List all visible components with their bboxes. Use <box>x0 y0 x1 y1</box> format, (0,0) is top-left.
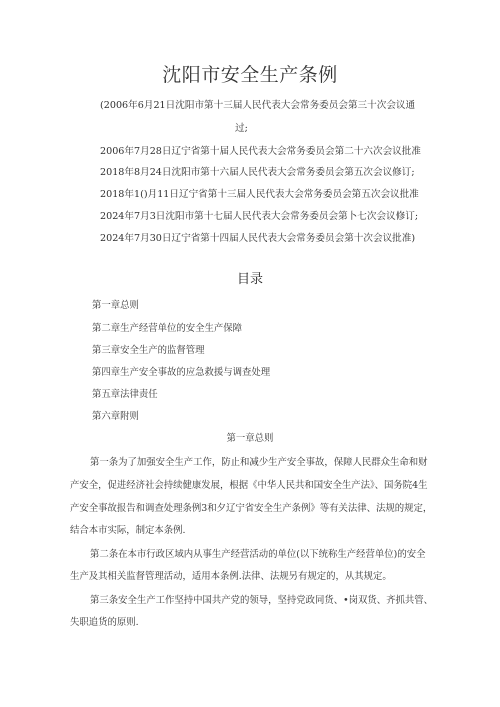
article-1-line: 产安全事故报告和调查处理条例3和夕辽宁省安全生产条例》等有关法律、法规的规定， <box>70 503 433 514</box>
article-1-line: 结合本市实际，制定本条例. <box>70 525 186 536</box>
toc-item: 第四章生产安全事故的应急救援与调查处理 <box>92 367 271 378</box>
history-line: 2024年7月3日沈阳市第十七届人民代表大会常务委员会第卜七次会议修订; <box>100 211 419 222</box>
article-3-line: 失职追货的原则. <box>70 617 139 628</box>
article-2-line: 第二条在本市行政区域内从事生产经营活动的单位(以下统称生产经营单位)的安全 <box>90 549 426 560</box>
history-line: 2018年1()月11日辽宁省第十三届人民代表大会常务委员会第五次会议批准 <box>100 189 419 200</box>
article-3-line: 第三条安全生产工作坚持中国共产党的领导，坚持党政同货、•岗双货、齐抓共管、 <box>90 595 434 606</box>
toc-heading: 目录 <box>236 272 263 287</box>
article-2-line: 生产及其相关监督管理活动，适用本条例.法律、法规另有规定的，从其规定。 <box>70 571 392 582</box>
history-line: 过; <box>235 123 248 134</box>
history-line: 2024年7月30日辽宁省第十四届人民代表大会常务委员会第十次会议批准) <box>100 233 416 244</box>
chapter-heading: 第一章总则 <box>226 433 274 444</box>
history-line: (2006年6月21日沈阳市第十三届人民代表大会常务委员会第三十次会议通 <box>100 100 416 111</box>
article-1-line: 第一条为了加强安全生产工作，防止和减少生产安全事故，保障人民群众生命和财 <box>90 457 428 468</box>
toc-item: 第二章生产经营单位的安全生产保障 <box>92 323 243 334</box>
toc-item: 第五章法律责任 <box>92 389 158 400</box>
toc-item: 第六章附则 <box>92 411 139 422</box>
article-1-line: 产安全，促进经济社会持续健康发展，根据《中华人民共和国安全生产法》、国务院4生 <box>70 480 428 491</box>
toc-item: 第三章安全生产的监督管理 <box>92 345 205 356</box>
history-line: 2018年8月24日沈阳市第十六届人民代表大会常务委员会第五次会议修订; <box>100 167 415 178</box>
toc-item: 第一章总则 <box>92 300 139 311</box>
document-title: 沈阳市安全生产条例 <box>162 64 338 86</box>
history-line: 2006年7月28日辽宁省第十届人民代表大会常务委员会第二十六次会议批准 <box>100 146 421 157</box>
